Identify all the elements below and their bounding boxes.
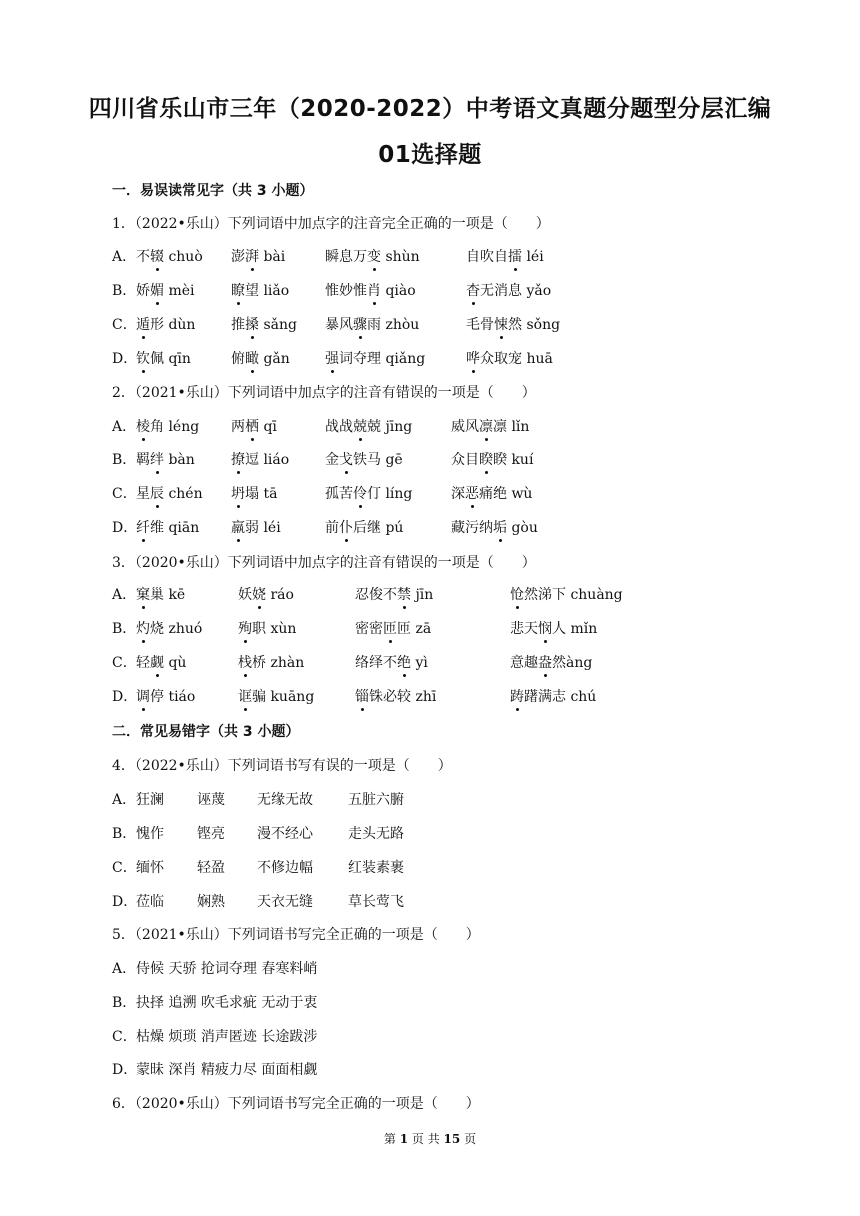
emphasis-dotted-char: 肖 xyxy=(367,280,381,300)
option-text-segment: qiào xyxy=(381,283,416,299)
option-text-segment: yì xyxy=(411,655,428,671)
emphasis-dotted-char: 绝 xyxy=(397,652,411,672)
option-item xyxy=(136,652,186,672)
option-text-segment: 巢 kē xyxy=(150,587,186,603)
option-text-segment: 悲天 xyxy=(510,621,538,637)
emphasis-dotted-char: 钦 xyxy=(136,348,150,368)
option-item xyxy=(355,584,433,604)
option-text-segment: 惟妙惟 xyxy=(325,283,367,299)
option-item xyxy=(238,686,314,706)
option-item xyxy=(136,686,195,706)
footer-suffix: 页 xyxy=(460,1132,477,1146)
option-item xyxy=(325,416,412,436)
option-item xyxy=(451,416,529,436)
emphasis-dotted-char: 锱 xyxy=(355,686,369,706)
option-text-segment: 桥 zhàn xyxy=(252,655,305,671)
option-letter: D． xyxy=(112,894,138,910)
option-item xyxy=(451,449,533,469)
question-stem: 2．（2021•乐山）下列词语中加点字的注音有错误的一项是（ ） xyxy=(112,385,536,401)
option-item xyxy=(238,652,304,672)
option-text-segment: qī xyxy=(259,419,277,435)
option-text-segment: 形 dùn xyxy=(150,317,196,333)
option-item: 不修边幅 xyxy=(257,860,313,876)
option-text-segment: 凛 lǐn xyxy=(493,419,530,435)
option-text-segment: 后继 pú xyxy=(353,520,404,536)
option-text-segment: 睽 kuí xyxy=(493,452,534,468)
option-text-segment: 深 xyxy=(451,486,465,502)
option-text-segment: chuò xyxy=(164,249,203,265)
option-item xyxy=(325,314,419,334)
option-item: 诬蔑 xyxy=(197,792,225,808)
option-text-segment: mèi xyxy=(164,283,195,299)
option-letter: B． xyxy=(112,826,137,842)
option-item: 红装素裹 xyxy=(348,860,404,876)
option-letter: A． xyxy=(112,419,137,435)
option-text-segment: 俯 xyxy=(231,351,245,367)
option-text-segment: 威风 xyxy=(451,419,479,435)
option-text-segment: 逗 liáo xyxy=(245,452,290,468)
option-item: 铿亮 xyxy=(197,826,225,842)
emphasis-dotted-char: 媚 xyxy=(150,280,164,300)
question-stem: 4．（2022•乐山）下列词语书写有误的一项是（ ） xyxy=(112,758,452,774)
emphasis-dotted-char: 窠 xyxy=(136,584,150,604)
option-item xyxy=(231,314,297,334)
option-item: 天衣无缝 xyxy=(257,894,313,910)
option-item xyxy=(355,618,431,638)
option-text-segment: 络绎不 xyxy=(355,655,397,671)
option-text-segment: 众目 xyxy=(451,452,479,468)
option-text: 枯燥 烦琐 消声匿迹 长途跋涉 xyxy=(136,1029,318,1045)
option-item xyxy=(231,449,289,469)
emphasis-dotted-char: 恶 xyxy=(465,483,479,503)
page-number: 1 xyxy=(399,1132,409,1146)
page-total: 15 xyxy=(443,1132,461,1146)
option-text-segment: sǎng xyxy=(259,317,297,333)
option-text-segment: bài xyxy=(259,249,286,265)
option-text: 侍候 天骄 抢词夺理 春寒料峭 xyxy=(136,961,318,977)
option-text-segment: 躇满志 chú xyxy=(524,689,597,705)
option-item xyxy=(325,517,403,537)
option-item xyxy=(231,517,281,537)
option-text-segment: 匝 zā xyxy=(397,621,432,637)
option-item: 愧作 xyxy=(136,826,164,842)
emphasis-dotted-char: 擂 xyxy=(508,246,522,266)
option-item: 轻盈 xyxy=(197,860,225,876)
option-item: 走头无路 xyxy=(348,826,404,842)
emphasis-dotted-char: 杳 xyxy=(466,280,480,300)
question-stem: 3．（2020•乐山）下列词语中加点字的注音有错误的一项是（ ） xyxy=(112,555,536,571)
option-text-segment: 妖 xyxy=(238,587,252,603)
emphasis-dotted-char: 哗 xyxy=(466,348,480,368)
option-text-segment: 前 xyxy=(325,520,339,536)
option-letter: A． xyxy=(112,249,137,265)
option-letter: C． xyxy=(112,317,137,333)
emphasis-dotted-char: 辰 xyxy=(150,483,164,503)
option-text-segment: 然涕下 chuàng xyxy=(524,587,623,603)
emphasis-dotted-char: 悯 xyxy=(538,618,552,638)
option-text-segment: 人 mǐn xyxy=(552,621,598,637)
option-item xyxy=(136,416,199,436)
option-text-segment: 意趣 xyxy=(510,655,538,671)
option-letter: B． xyxy=(112,621,137,637)
option-text-segment: chén xyxy=(164,486,203,502)
option-text-segment: 望 liǎo xyxy=(245,283,290,299)
option-item xyxy=(466,314,560,334)
option-item: 无缘无故 xyxy=(257,792,313,808)
emphasis-dotted-char: 调 xyxy=(136,686,150,706)
emphasis-dotted-char: 瞭 xyxy=(231,280,245,300)
option-text-segment: 忍俊不 xyxy=(355,587,397,603)
option-text-segment: qù xyxy=(164,655,187,671)
option-item xyxy=(136,618,202,638)
option-item xyxy=(136,449,195,469)
footer-middle: 页 共 xyxy=(408,1132,444,1146)
option-letter: D． xyxy=(112,520,138,536)
option-letter: B． xyxy=(112,452,137,468)
emphasis-dotted-char: 盎 xyxy=(538,652,552,672)
option-letter: C． xyxy=(112,1029,137,1045)
option-text-segment: 铁马 gē xyxy=(353,452,403,468)
option-text-segment: 推 xyxy=(231,317,245,333)
emphasis-dotted-char: 骤 xyxy=(353,314,367,334)
option-item xyxy=(136,280,195,300)
option-item xyxy=(231,246,285,266)
option-item: 草长莺飞 xyxy=(348,894,404,910)
option-text-segment: 然àng xyxy=(552,655,593,671)
option-item xyxy=(325,348,425,368)
option-item: 缅怀 xyxy=(136,860,164,876)
emphasis-dotted-char: 伶 xyxy=(353,483,367,503)
emphasis-dotted-char: 撩 xyxy=(231,449,245,469)
option-text: 抉择 追溯 吹毛求疵 无动于衷 xyxy=(136,995,318,1011)
option-item xyxy=(238,584,294,604)
emphasis-dotted-char: 觑 xyxy=(150,652,164,672)
option-item xyxy=(325,449,403,469)
option-text-segment: 娇 xyxy=(136,283,150,299)
option-text-segment: 角 léng xyxy=(150,419,200,435)
emphasis-dotted-char: 绊 xyxy=(150,449,164,469)
emphasis-dotted-char: 踌 xyxy=(510,686,524,706)
option-item xyxy=(355,652,428,672)
emphasis-dotted-char: 灼 xyxy=(136,618,150,638)
option-letter: A． xyxy=(112,961,137,977)
emphasis-dotted-char: 辍 xyxy=(150,246,164,266)
option-text-segment: 骗 kuāng xyxy=(252,689,315,705)
option-text-segment: 轻 xyxy=(136,655,150,671)
option-item xyxy=(231,280,289,300)
option-item xyxy=(466,280,551,300)
option-item xyxy=(451,517,538,537)
emphasis-dotted-char: 怆 xyxy=(510,584,524,604)
question-stem: 6．（2020•乐山）下列词语书写完全正确的一项是（ ） xyxy=(112,1096,480,1112)
option-text-segment: 无消息 yǎo xyxy=(480,283,552,299)
emphasis-dotted-char: 栖 xyxy=(245,416,259,436)
option-item xyxy=(136,517,199,537)
option-item xyxy=(136,348,191,368)
emphasis-dotted-char: 坍 xyxy=(231,483,245,503)
option-text-segment: 藏污纳 xyxy=(451,520,493,536)
emphasis-dotted-char: 诓 xyxy=(238,686,252,706)
option-text-segment: bàn xyxy=(164,452,195,468)
emphasis-dotted-char: 湃 xyxy=(245,246,259,266)
emphasis-dotted-char: 兢 xyxy=(353,416,367,436)
emphasis-dotted-char: 娆 xyxy=(252,584,266,604)
option-text-segment: 孤苦 xyxy=(325,486,353,502)
option-item: 狂澜 xyxy=(136,792,164,808)
emphasis-dotted-char: 戈 xyxy=(339,449,353,469)
option-text: 蒙昧 深肖 精疲力尽 面面相觑 xyxy=(136,1062,318,1078)
option-item xyxy=(231,416,277,436)
option-text-segment: 暴风 xyxy=(325,317,353,333)
option-text-segment: 不 xyxy=(136,249,150,265)
section-heading: 二．常见易错字（共 3 小题） xyxy=(112,724,300,740)
option-letter: A． xyxy=(112,792,137,808)
emphasis-dotted-char: 匝 xyxy=(383,618,397,638)
page-footer xyxy=(0,1130,860,1147)
option-letter: B． xyxy=(112,995,137,1011)
option-item: 漫不经心 xyxy=(257,826,313,842)
option-text-segment: 佩 qīn xyxy=(150,351,191,367)
option-text-segment: jīn xyxy=(411,587,434,603)
emphasis-dotted-char: 瞰 xyxy=(245,348,259,368)
option-item xyxy=(325,246,420,266)
option-letter: D． xyxy=(112,1062,138,1078)
emphasis-dotted-char: 睽 xyxy=(479,449,493,469)
document-subtitle: 01选择题 xyxy=(378,142,482,168)
section-heading: 一．易误读常见字（共 3 小题） xyxy=(112,183,314,199)
question-stem: 1．（2022•乐山）下列词语中加点字的注音完全正确的一项是（ ） xyxy=(112,216,550,232)
option-text-segment: gòu xyxy=(507,520,538,536)
option-text-segment: 维 qiān xyxy=(150,520,200,536)
emphasis-dotted-char: 垢 xyxy=(493,517,507,537)
option-item xyxy=(355,686,436,706)
option-text-segment: 烧 zhuó xyxy=(150,621,203,637)
emphasis-dotted-char: 纤 xyxy=(136,517,150,537)
option-text-segment: 职 xùn xyxy=(252,621,297,637)
option-letter: C． xyxy=(112,860,137,876)
option-item xyxy=(466,246,544,266)
emphasis-dotted-char: 强 xyxy=(325,348,339,368)
option-text-segment: 兢 jīng xyxy=(367,419,413,435)
emphasis-dotted-char: 栈 xyxy=(238,652,252,672)
option-letter: D． xyxy=(112,689,138,705)
option-text-segment: gǎn xyxy=(259,351,290,367)
option-text-segment: 塌 tā xyxy=(245,486,278,502)
option-item xyxy=(231,348,290,368)
option-letter: D． xyxy=(112,351,138,367)
footer-prefix: 第 xyxy=(383,1132,400,1146)
option-text-segment: 仃 líng xyxy=(367,486,413,502)
option-item xyxy=(325,483,412,503)
option-text-segment: 星 xyxy=(136,486,150,502)
emphasis-dotted-char: 遁 xyxy=(136,314,150,334)
option-text-segment: 众取宠 huā xyxy=(480,351,553,367)
option-item xyxy=(136,246,203,266)
option-item xyxy=(510,584,623,604)
emphasis-dotted-char: 仆 xyxy=(339,517,353,537)
question-stem: 5．（2021•乐山）下列词语书写完全正确的一项是（ ） xyxy=(112,927,480,943)
emphasis-dotted-char: 禁 xyxy=(397,584,411,604)
option-text-segment: 毛骨 xyxy=(466,317,494,333)
option-text-segment: 词夺理 qiǎng xyxy=(339,351,426,367)
option-text-segment: 羁 xyxy=(136,452,150,468)
option-text-segment: 瞬息万 xyxy=(325,249,367,265)
option-text-segment: 停 tiáo xyxy=(150,689,196,705)
option-item xyxy=(510,686,596,706)
option-letter: C． xyxy=(112,486,137,502)
option-item xyxy=(510,652,592,672)
option-text-segment: 两 xyxy=(231,419,245,435)
option-letter: C． xyxy=(112,655,137,671)
option-text-segment: léi xyxy=(522,249,544,265)
option-item xyxy=(325,280,416,300)
option-text-segment: 澎 xyxy=(231,249,245,265)
emphasis-dotted-char: 棱 xyxy=(136,416,150,436)
option-text-segment: ráo xyxy=(266,587,294,603)
option-text-segment: 然 sǒng xyxy=(508,317,561,333)
option-item xyxy=(136,483,203,503)
emphasis-dotted-char: 悚 xyxy=(494,314,508,334)
option-text-segment: 自吹自 xyxy=(466,249,508,265)
option-text-segment: 雨 zhòu xyxy=(367,317,420,333)
option-text-segment: 金 xyxy=(325,452,339,468)
option-text-segment: shùn xyxy=(381,249,420,265)
option-text-segment: 密密 xyxy=(355,621,383,637)
emphasis-dotted-char: 搡 xyxy=(245,314,259,334)
option-text-segment: 战战 xyxy=(325,419,353,435)
option-item xyxy=(136,584,185,604)
emphasis-dotted-char: 凛 xyxy=(479,416,493,436)
emphasis-dotted-char: 殉 xyxy=(238,618,252,638)
option-letter: B． xyxy=(112,283,137,299)
option-text-segment: 铢必较 zhī xyxy=(369,689,437,705)
emphasis-dotted-char: 变 xyxy=(367,246,381,266)
option-item: 五脏六腑 xyxy=(348,792,404,808)
option-item xyxy=(238,618,296,638)
option-item xyxy=(231,483,277,503)
option-item: 莅临 xyxy=(136,894,164,910)
document-title: 四川省乐山市三年（2020-2022）中考语文真题分题型分层汇编 xyxy=(88,96,772,122)
option-text-segment: 弱 léi xyxy=(245,520,281,536)
option-item xyxy=(466,348,553,368)
emphasis-dotted-char: 羸 xyxy=(231,517,245,537)
option-item xyxy=(136,314,195,334)
option-item xyxy=(451,483,532,503)
option-item xyxy=(510,618,597,638)
option-letter: A． xyxy=(112,587,137,603)
option-item: 娴熟 xyxy=(197,894,225,910)
option-text-segment: 痛绝 wù xyxy=(479,486,533,502)
